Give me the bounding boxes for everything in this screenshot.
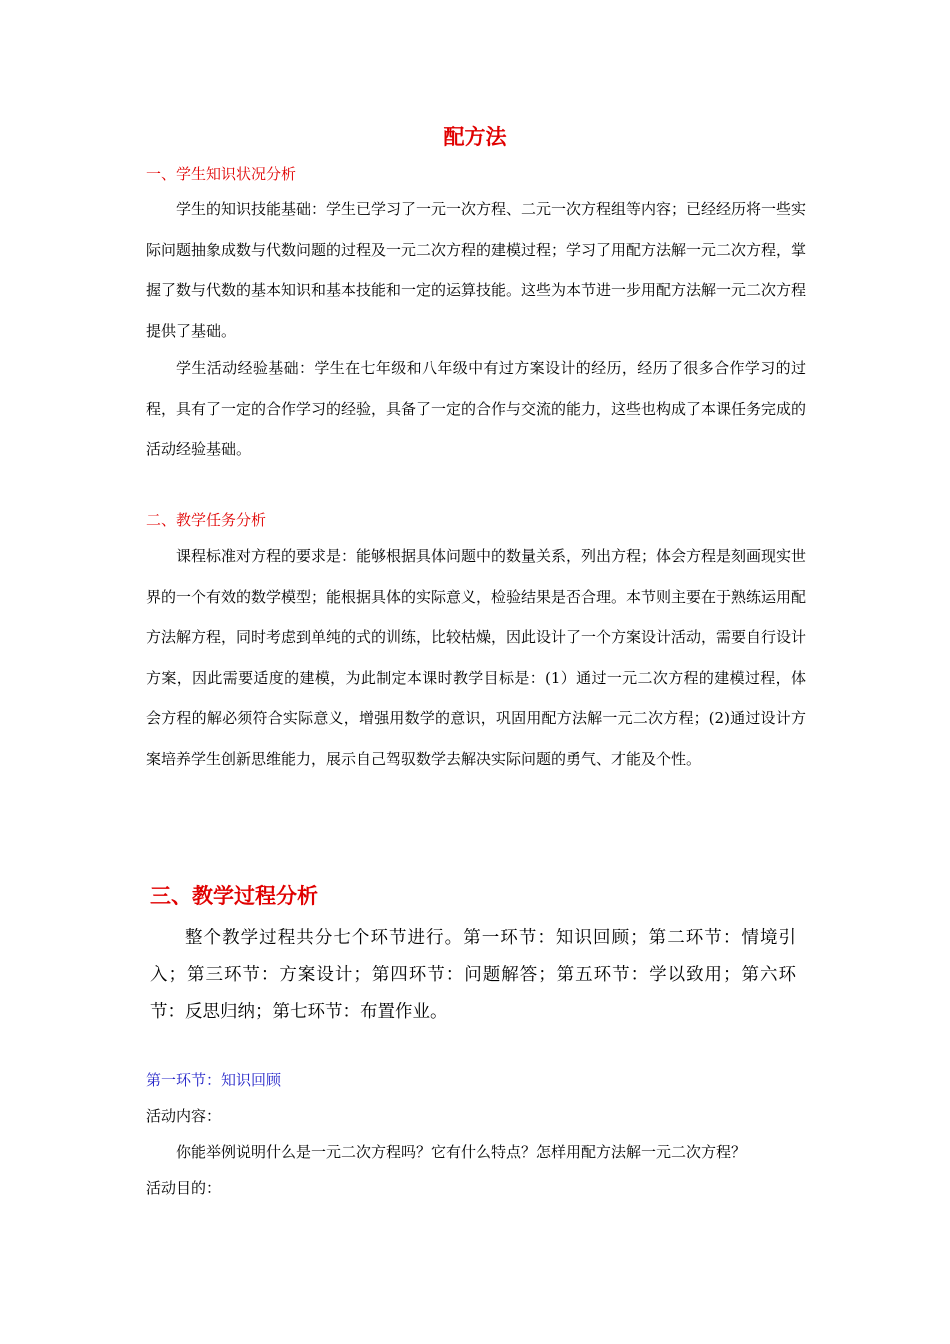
step1-heading: 第一环节：知识回顾 <box>146 1071 282 1089</box>
section1-paragraph-1: 学生的知识技能基础：学生已学习了一元一次方程、二元一次方程组等内容；已经经历将一些实际问题抽象成数与代数问题的过程及一元二次方程的建模过程；学习了用配方法解一元二次方程，掌握了数与代数的基本知识和基本技能和一定的运算技能。这些为本节进一步用配方法解一元二次方程提供了基础。 <box>146 200 807 340</box>
activity-goal-label: 活动目的： <box>146 1179 222 1197</box>
section1-paragraph-2: 学生活动经验基础：学生在七年级和八年级中有过方案设计的经历，经历了很多合作学习的过程，具有了一定的合作学习的经验，具备了一定的合作与交流的能力，这些也构成了本课任务完成的活动经验基础。 <box>146 359 807 458</box>
section2-heading: 二、教学任务分析 <box>146 511 267 529</box>
activity-content-label: 活动内容： <box>146 1107 222 1125</box>
page-title: 配方法 <box>443 124 507 149</box>
review-question: 你能举例说明什么是一元二次方程吗？它有什么特点？怎样用配方法解一元二次方程？ <box>176 1143 747 1161</box>
section2-paragraph-1: 课程标准对方程的要求是：能够根据具体问题中的数量关系，列出方程；体会方程是刻画现实世界的一个有效的数学模型；能根据具体的实际意义，检验结果是否合理。本节则主要在于熟练运用配方法解方程，同时考虑到单纯的式的训练，比较枯燥，因此设计了一个方案设计活动，需要自行设计方案，因此需要适度的建模，为此制定本课时教学目标是：(1）通过一元二次方程的建模过程，体会方程的解必须符合实际意义，增强用数学的意识，巩固用配方法解一元二次方程；(2)通过设计方案培养学生创新思维能力，展示自己驾驭数学去解决实际问题的勇气、才能及个性。 <box>146 547 807 768</box>
section1-heading: 一、学生知识状况分析 <box>146 165 297 183</box>
section3-heading: 三、教学过程分析 <box>150 884 318 908</box>
section3-paragraph-1: 整个教学过程共分七个环节进行。第一环节：知识回顾；第二环节：情境引入；第三环节：方案设计；第四环节：问题解答；第五环节：学以致用；第六环节：反思归纳；第七环节：布置作业。 <box>150 928 796 1022</box>
